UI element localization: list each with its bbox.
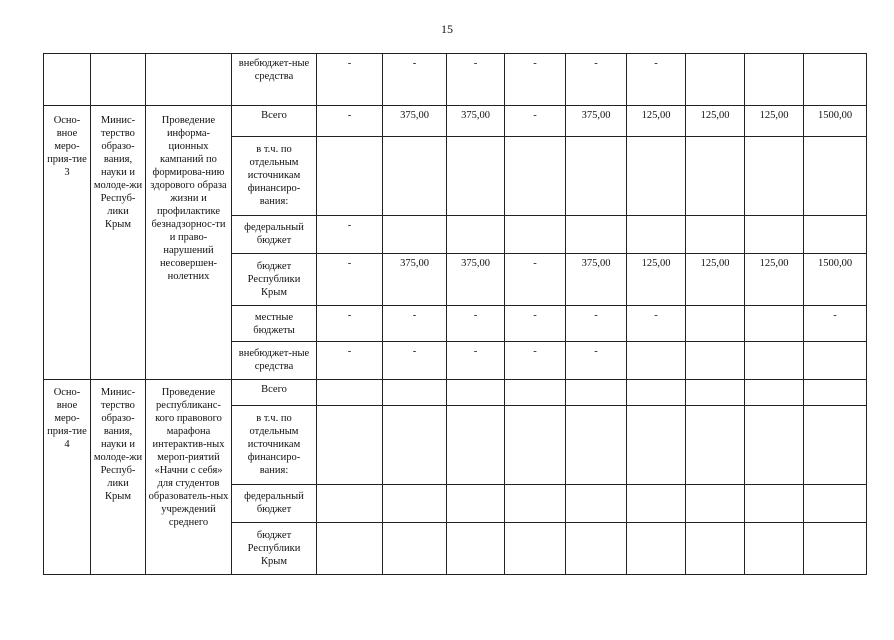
value-cell: [317, 406, 383, 485]
value-cell: [686, 380, 745, 406]
value-cell: [505, 380, 566, 406]
value-cell: -: [627, 306, 686, 342]
value-cell: -: [447, 342, 505, 380]
value-cell: 125,00: [686, 106, 745, 137]
activity-description: Проведение информа-ционных кампаний по формирова-нию здорового образа жизни и профилактике безнадзорнос-ти и право-нарушений несовершен-нолетних: [146, 106, 232, 380]
value-cell: [447, 406, 505, 485]
value-cell: [804, 406, 867, 485]
value-cell: 375,00: [383, 254, 447, 306]
value-cell: -: [505, 342, 566, 380]
value-cell: -: [505, 106, 566, 137]
value-cell: [745, 216, 804, 254]
value-cell: -: [804, 306, 867, 342]
value-cell: [686, 406, 745, 485]
value-cell: [804, 216, 867, 254]
source-cell: бюджет Республики Крым: [232, 523, 317, 575]
value-cell: [566, 137, 627, 216]
source-cell: в т.ч. по отдельным источникам финансиро-вания:: [232, 137, 317, 216]
value-cell: [383, 137, 447, 216]
value-cell: [686, 485, 745, 523]
value-cell: [383, 380, 447, 406]
executor-cell: [91, 54, 146, 106]
value-cell: [447, 137, 505, 216]
value-cell: 1500,00: [804, 106, 867, 137]
value-cell: [383, 216, 447, 254]
executor-label: Минис-терство образо-вания, науки и молоде-жи Респуб-лики Крым: [91, 380, 146, 575]
source-cell: федеральный бюджет: [232, 216, 317, 254]
value-cell: -: [505, 254, 566, 306]
value-cell: [627, 137, 686, 216]
source-cell: Всего: [232, 106, 317, 137]
value-cell: [317, 485, 383, 523]
value-cell: -: [447, 54, 505, 106]
value-cell: 125,00: [745, 254, 804, 306]
value-cell: [686, 306, 745, 342]
value-cell: [745, 485, 804, 523]
value-cell: 375,00: [566, 106, 627, 137]
page-number: 15: [441, 22, 453, 36]
value-cell: [566, 406, 627, 485]
value-cell: [804, 54, 867, 106]
table-row: [44, 54, 867, 106]
value-cell: 125,00: [627, 106, 686, 137]
value-cell: -: [317, 216, 383, 254]
value-cell: [627, 342, 686, 380]
value-cell: [745, 406, 804, 485]
value-cell: [447, 216, 505, 254]
value-cell: [505, 523, 566, 575]
value-cell: [447, 523, 505, 575]
value-cell: 375,00: [566, 254, 627, 306]
value-cell: -: [317, 106, 383, 137]
activity-label: Осно-вное меро-прия-тие 3: [44, 106, 91, 380]
value-cell: -: [317, 254, 383, 306]
value-cell: [686, 342, 745, 380]
value-cell: [686, 137, 745, 216]
value-cell: [745, 137, 804, 216]
value-cell: [566, 380, 627, 406]
executor-label: Минис-терство образо-вания, науки и молоде-жи Респуб-лики Крым: [91, 106, 146, 380]
value-cell: [686, 54, 745, 106]
value-cell: [505, 485, 566, 523]
value-cell: [566, 216, 627, 254]
value-cell: -: [383, 54, 447, 106]
value-cell: -: [447, 306, 505, 342]
value-cell: [627, 216, 686, 254]
value-cell: -: [317, 342, 383, 380]
value-cell: [804, 137, 867, 216]
value-cell: 125,00: [745, 106, 804, 137]
value-cell: -: [566, 54, 627, 106]
value-cell: [505, 216, 566, 254]
activity-description: Проведение республиканс-кого правового марафона интерактив-ных мероп-риятий «Начни с себя» для студентов образователь-ных учреждений среднего: [146, 380, 232, 575]
value-cell: [566, 523, 627, 575]
source-cell: местные бюджеты: [232, 306, 317, 342]
value-cell: 125,00: [686, 254, 745, 306]
value-cell: [686, 216, 745, 254]
value-cell: [804, 485, 867, 523]
value-cell: [383, 406, 447, 485]
value-cell: [627, 485, 686, 523]
value-cell: [804, 523, 867, 575]
value-cell: 125,00: [627, 254, 686, 306]
value-cell: [627, 380, 686, 406]
budget-table: [43, 53, 867, 575]
value-cell: [745, 523, 804, 575]
value-cell: -: [505, 306, 566, 342]
value-cell: -: [566, 306, 627, 342]
value-cell: [566, 485, 627, 523]
value-cell: [804, 342, 867, 380]
value-cell: [505, 406, 566, 485]
value-cell: [505, 137, 566, 216]
activity-cell: [44, 54, 91, 106]
source-cell: внебюджет-ные средства: [232, 342, 317, 380]
value-cell: 1500,00: [804, 254, 867, 306]
value-cell: -: [627, 54, 686, 106]
value-cell: 375,00: [447, 254, 505, 306]
activity-label: Осно-вное меро-прия-тие 4: [44, 380, 91, 575]
value-cell: [383, 485, 447, 523]
value-cell: [745, 342, 804, 380]
value-cell: -: [566, 342, 627, 380]
value-cell: [447, 485, 505, 523]
source-cell: бюджет Республики Крым: [232, 254, 317, 306]
value-cell: [627, 406, 686, 485]
value-cell: [686, 523, 745, 575]
value-cell: [745, 380, 804, 406]
value-cell: -: [317, 306, 383, 342]
value-cell: [447, 380, 505, 406]
value-cell: -: [317, 54, 383, 106]
value-cell: [745, 54, 804, 106]
value-cell: [317, 380, 383, 406]
source-cell: Всего: [232, 380, 317, 406]
value-cell: [627, 523, 686, 575]
value-cell: [383, 523, 447, 575]
value-cell: [804, 380, 867, 406]
value-cell: -: [505, 54, 566, 106]
value-cell: -: [383, 306, 447, 342]
value-cell: 375,00: [383, 106, 447, 137]
value-cell: [317, 137, 383, 216]
value-cell: -: [383, 342, 447, 380]
source-cell: внебюджет-ные средства: [232, 54, 317, 106]
table-row: [44, 106, 867, 137]
value-cell: [745, 306, 804, 342]
value-cell: [317, 523, 383, 575]
source-cell: в т.ч. по отдельным источникам финансиро-вания:: [232, 406, 317, 485]
table-row: [44, 380, 867, 406]
description-cell: [146, 54, 232, 106]
source-cell: федеральный бюджет: [232, 485, 317, 523]
value-cell: 375,00: [447, 106, 505, 137]
